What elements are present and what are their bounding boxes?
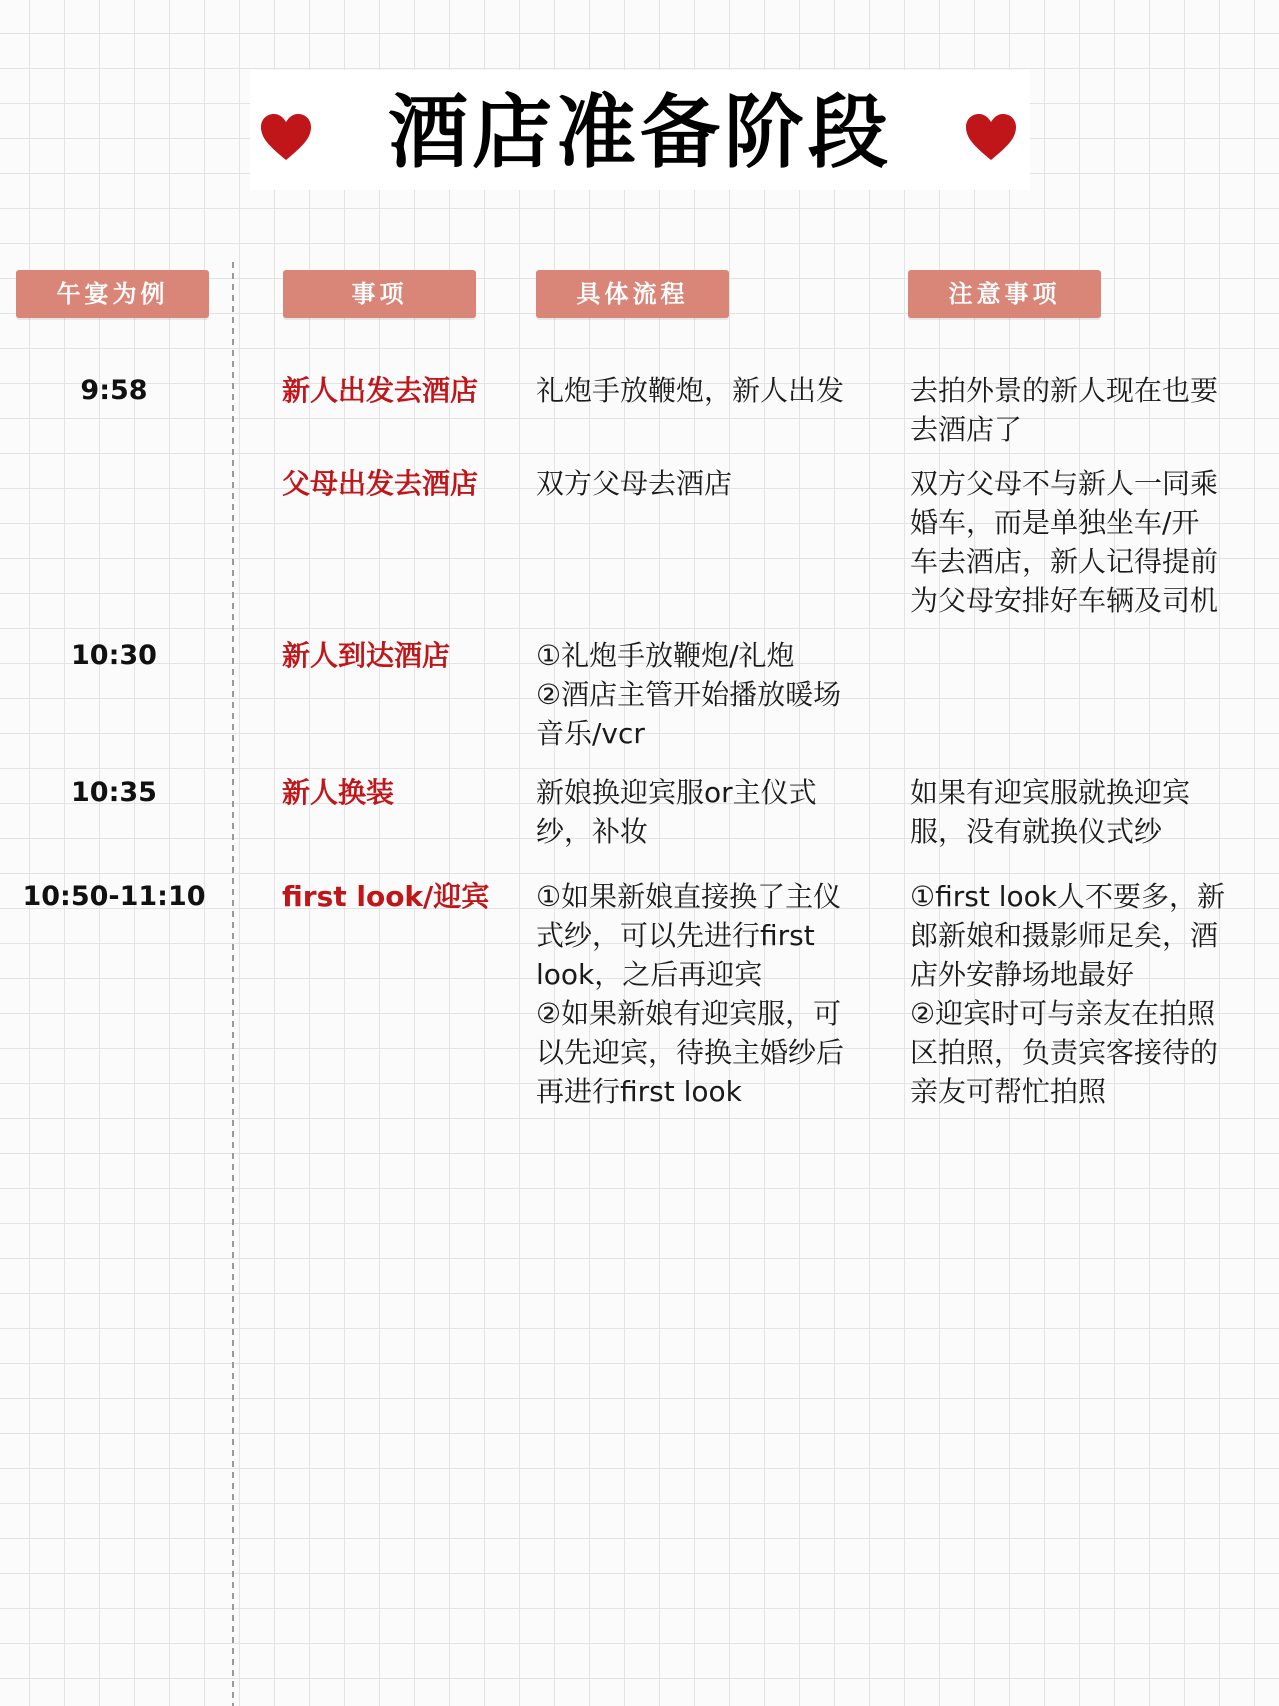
- flow-line: 纱，补妆: [536, 815, 649, 848]
- flow-line: 音乐/vcr: [536, 717, 645, 750]
- row-time: 10:50-11:10: [22, 881, 206, 912]
- note-line: 如果有迎宾服就换迎宾: [910, 776, 1191, 809]
- flow-line: 礼炮手放鞭炮，新人出发: [536, 374, 845, 407]
- note-line: 为父母安排好车辆及司机: [910, 584, 1219, 617]
- flow-line: ①礼炮手放鞭炮/礼炮: [536, 639, 795, 672]
- note-line: 车去酒店，新人记得提前: [910, 545, 1219, 578]
- note-line: ②迎宾时可与亲友在拍照: [910, 997, 1216, 1030]
- header-tag-flow: 具体流程: [536, 270, 729, 318]
- flow-line: 再进行first look: [536, 1075, 742, 1108]
- heart-icon: [964, 112, 1018, 162]
- flow-line: look，之后再迎宾: [536, 958, 763, 991]
- note-line: 区拍照，负责宾客接待的: [910, 1036, 1219, 1069]
- row-note: [910, 773, 1255, 851]
- row-item: 父母出发去酒店: [282, 467, 479, 500]
- timeline-divider: [229, 262, 237, 1706]
- note-line: 去拍外景的新人现在也要: [910, 374, 1219, 407]
- row-time: 9:58: [80, 375, 148, 406]
- note-line: 双方父母不与新人一同乘: [910, 467, 1219, 500]
- row-item: 新人到达酒店: [282, 639, 451, 672]
- row-item: 新人出发去酒店: [282, 374, 479, 407]
- flow-line: ②如果新娘有迎宾服，可: [536, 997, 842, 1030]
- row-flow: [536, 371, 886, 410]
- note-line: 婚车，而是单独坐车/开: [910, 506, 1200, 539]
- header-tag-item: 事项: [283, 270, 476, 318]
- row-note: [910, 371, 1255, 449]
- row-item: first look/迎宾: [282, 880, 490, 913]
- note-line: ①first look人不要多，新: [910, 880, 1225, 913]
- flow-line: 双方父母去酒店: [536, 467, 733, 500]
- header-tag-time: 午宴为例: [16, 270, 209, 318]
- flow-line: ②酒店主管开始播放暖场: [536, 678, 842, 711]
- page-title: 酒店准备阶段: [388, 86, 892, 179]
- flow-line: 以先迎宾，待换主婚纱后: [536, 1036, 845, 1069]
- note-line: 亲友可帮忙拍照: [910, 1075, 1107, 1108]
- note-line: 去酒店了: [910, 413, 1023, 446]
- row-note: [910, 877, 1255, 1111]
- header-tag-note: 注意事项: [908, 270, 1101, 318]
- row-item: 新人换装: [282, 776, 395, 809]
- row-time: 10:30: [71, 640, 157, 671]
- note-line: 店外安静场地最好: [910, 958, 1135, 991]
- note-line: 服，没有就换仪式纱: [910, 815, 1163, 848]
- row-time: 10:35: [71, 777, 157, 808]
- row-flow: [536, 877, 886, 1111]
- flow-line: 式纱，可以先进行first: [536, 919, 815, 952]
- row-flow: [536, 773, 886, 851]
- row-flow: [536, 464, 886, 503]
- row-note: [910, 464, 1255, 620]
- flow-line: 新娘换迎宾服or主仪式: [536, 776, 817, 809]
- note-line: 郎新娘和摄影师足矣，酒: [910, 919, 1219, 952]
- row-flow: [536, 636, 886, 753]
- flow-line: ①如果新娘直接换了主仪: [536, 880, 842, 913]
